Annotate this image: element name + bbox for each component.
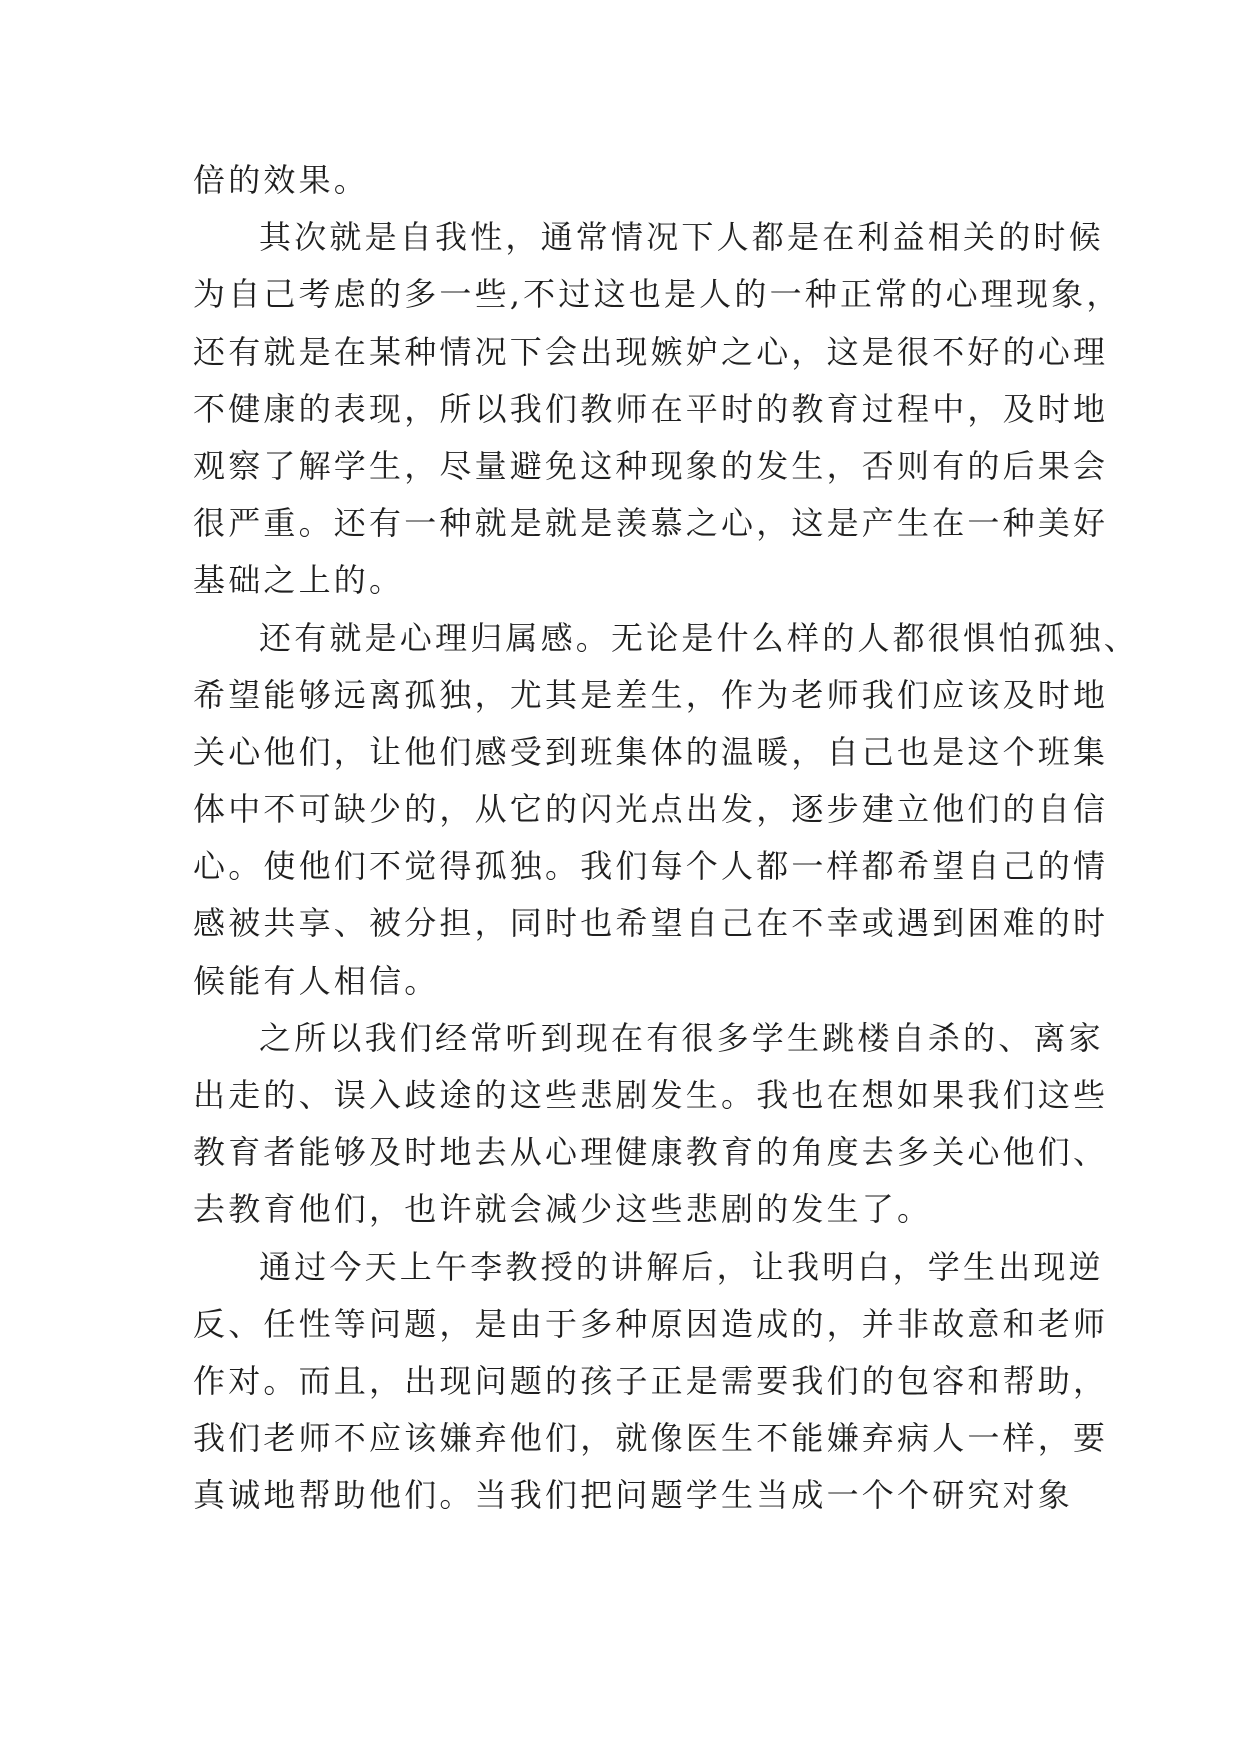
text-line: 观察了解学生，尽量避免这种现象的发生，否则有的后果会 (193, 446, 1109, 485)
text-line: 心。使他们不觉得孤独。我们每个人都一样都希望自己的情 (193, 847, 1109, 886)
text-line: 去教育他们，也许就会减少这些悲剧的发生了。 (193, 1190, 933, 1229)
text-line: 之所以我们经常听到现在有很多学生跳楼自杀的、离家 (259, 1018, 1104, 1057)
text-line: 不健康的表现，所以我们教师在平时的教育过程中，及时地 (193, 389, 1109, 428)
text-line: 还有就是在某种情况下会出现嫉妒之心，这是很不好的心理 (193, 332, 1109, 371)
text-line: 作对。而且，出现问题的孩子正是需要我们的包容和帮助， (193, 1361, 1109, 1400)
text-line: 反、任性等问题，是由于多种原因造成的，并非故意和老师 (193, 1304, 1109, 1343)
text-line: 出走的、误入歧途的这些悲剧发生。我也在想如果我们这些 (193, 1076, 1109, 1114)
text-line: 倍的效果。 (193, 161, 370, 199)
text-line: 教育者能够及时地去从心理健康教育的角度去多关心他们、 (193, 1133, 1109, 1172)
text-line: 为自己考虑的多一些,不过这也是人的一种正常的心理现象， (193, 275, 1122, 314)
body-text (193, 152, 1140, 1525)
text-line: 很严重。还有一种就是就是羡慕之心，这是产生在一种美好 (193, 504, 1109, 543)
text-line: 体中不可缺少的，从它的闪光点出发，逐步建立他们的自信 (193, 790, 1109, 829)
text-line: 关心他们，让他们感受到班集体的温暖，自己也是这个班集 (193, 732, 1109, 771)
text-line: 我们老师不应该嫌弃他们，就像医生不能嫌弃病人一样，要 (193, 1419, 1109, 1458)
text-line: 还有就是心理归属感。无论是什么样的人都很惧怕孤独、 (259, 618, 1140, 657)
text-line: 其次就是自我性，通常情况下人都是在利益相关的时候 (259, 218, 1104, 257)
text-line: 感被共享、被分担，同时也希望自己在不幸或遇到困难的时 (193, 904, 1109, 943)
text-line: 通过今天上午李教授的讲解后，让我明白，学生出现逆 (259, 1247, 1104, 1286)
text-line: 基础之上的。 (193, 561, 405, 600)
text-line: 希望能够远离孤独，尤其是差生，作为老师我们应该及时地 (193, 675, 1109, 714)
text-line: 候能有人相信。 (193, 961, 440, 1000)
text-line: 真诚地帮助他们。当我们把问题学生当成一个个研究对象 (193, 1476, 1074, 1515)
